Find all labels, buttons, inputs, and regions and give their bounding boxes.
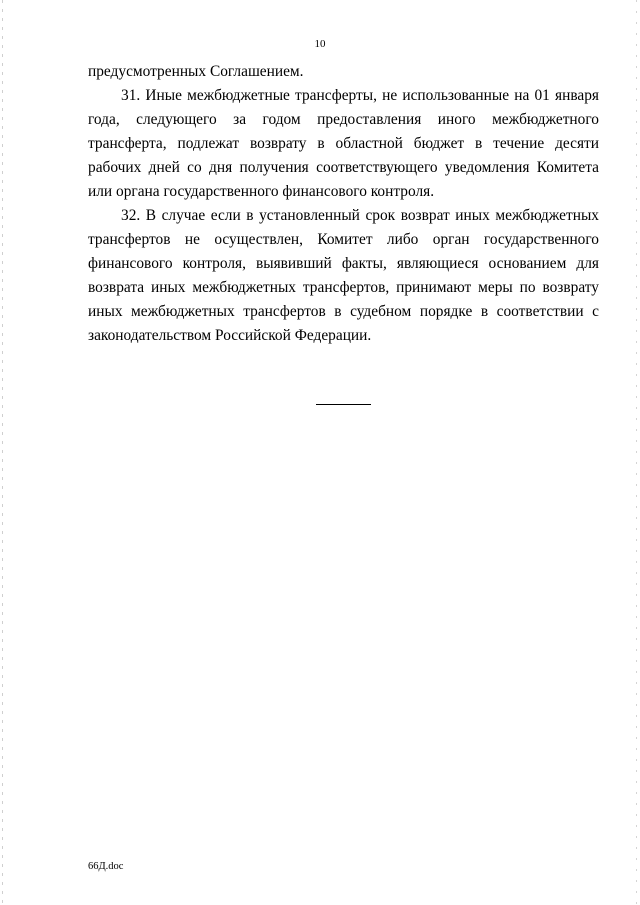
paragraph-31: 31. Иные межбюджетные трансферты, не использованные на 01 января года, следующего за годом предоставления иного межбюджетного трансферта, подлежат возврату в областной бюджет в течение десяти рабочих дней со дня получения соответствующего уведомления Комитета или органа государственного финансового контроля. [88, 87, 599, 200]
paragraph-continuation: предусмотренных Соглашением. [88, 63, 304, 80]
page-number: 10 [314, 38, 326, 50]
paragraph-32: 32. В случае если в установленный срок возврат иных межбюджетных трансфертов не осуществлен, Комитет либо орган государственного финансового контроля, выявивший факты, являющиеся основанием для возврата иных межбюджетных трансфертов, принимают меры по возврату иных межбюджетных трансфертов в судебном порядке в соответствии с законодательством Российской Федерации. [88, 207, 599, 344]
footer-filename: 66Д.doc [88, 861, 124, 872]
scan-edge-right [636, 0, 637, 905]
end-divider-line [316, 404, 371, 405]
scan-edge-left [2, 0, 3, 905]
document-body [88, 60, 599, 348]
